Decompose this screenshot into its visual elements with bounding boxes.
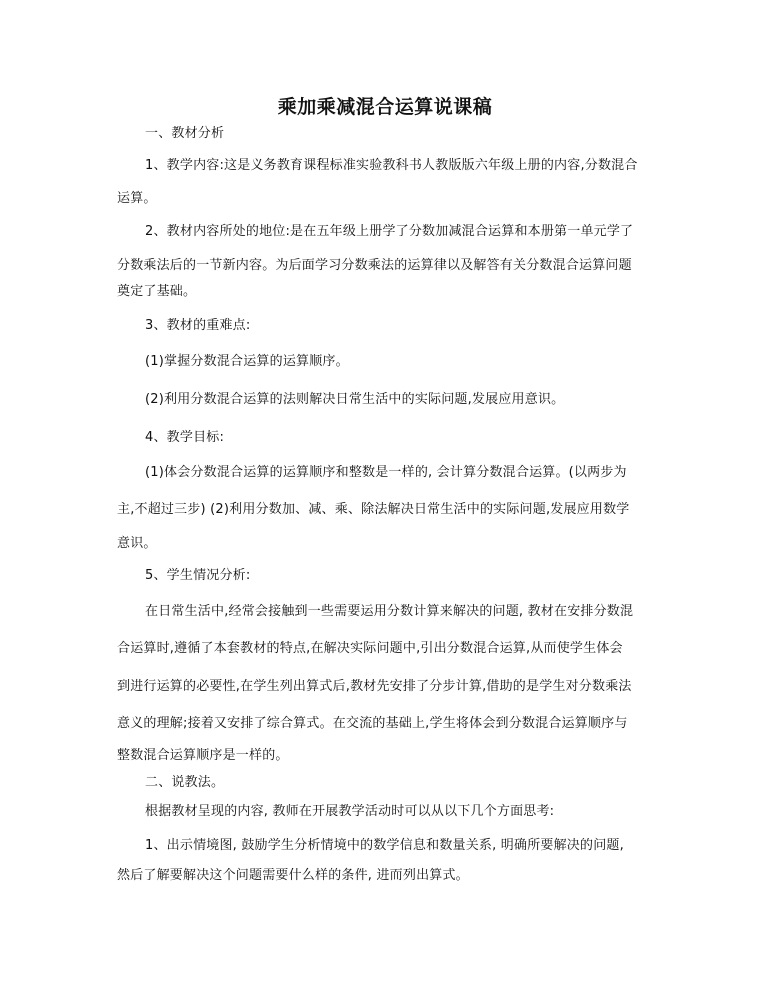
paragraph-line: (1)体会分数混合运算的运算顺序和整数是一样的, 会计算分数混合运算。(以两步为 [145,465,627,480]
paragraph-line: 根据教材呈现的内容, 教师在开展教学活动时可以从以下几个方面思考: [145,804,555,819]
paragraph-line: 主,不超过三步) (2)利用分数加、减、乘、除法解决日常生活中的实际问题,发展应用数学 [117,502,630,517]
paragraph-line: (1)掌握分数混合运算的运算顺序。 [145,354,349,369]
paragraph-line: 奠定了基础。 [117,284,197,299]
paragraph-line: 到进行运算的必要性,在学生列出算式后,教材先安排了分步计算,借助的是学生对分数乘法 [117,679,632,694]
paragraph-line: 分数乘法后的一节新内容。为后面学习分数乘法的运算律以及解答有关分数混合运算问题 [117,258,632,273]
paragraph-line: 然后了解要解决这个问题需要什么样的条件, 进而列出算式。 [117,868,469,883]
paragraph-line: 1、教学内容:这是义务教育课程标准实验教科书人教版版六年级上册的内容,分数混合 [145,158,638,173]
paragraph-line: 意义的理解;接着又安排了综合算式。在交流的基础上,学生将体会到分数混合运算顺序与 [117,716,628,731]
paragraph-line: 5、学生情况分析: [145,568,251,583]
paragraph-line: 整数混合运算顺序是一样的。 [117,748,289,763]
paragraph-line: 3、教材的重难点: [145,318,251,333]
section-heading-teaching-method: 二、说教法。 [145,775,225,790]
paragraph-line: 意识。 [117,536,157,551]
paragraph-line: 合运算时,遵循了本套教材的特点,在解决实际问题中,引出分数混合运算,从而使学生体会 [117,641,623,656]
paragraph-line: 运算。 [117,191,157,206]
paragraph-line: 在日常生活中,经常会接触到一些需要运用分数计算来解决的问题, 教材在安排分数混 [145,604,634,619]
paragraph-line: 4、教学目标: [145,430,225,445]
paragraph-line: 1、出示情境图, 鼓励学生分析情境中的数学信息和数量关系, 明确所要解决的问题, [145,838,624,853]
section-heading-textbook-analysis: 一、教材分析 [145,126,225,141]
document-title: 乘加乘减混合运算说课稿 [277,96,493,118]
paragraph-line: 2、教材内容所处的地位:是在五年级上册学了分数加减混合运算和本册第一单元学了 [145,224,634,239]
paragraph-line: (2)利用分数混合运算的法则解决日常生活中的实际问题,发展应用意识。 [145,392,565,407]
